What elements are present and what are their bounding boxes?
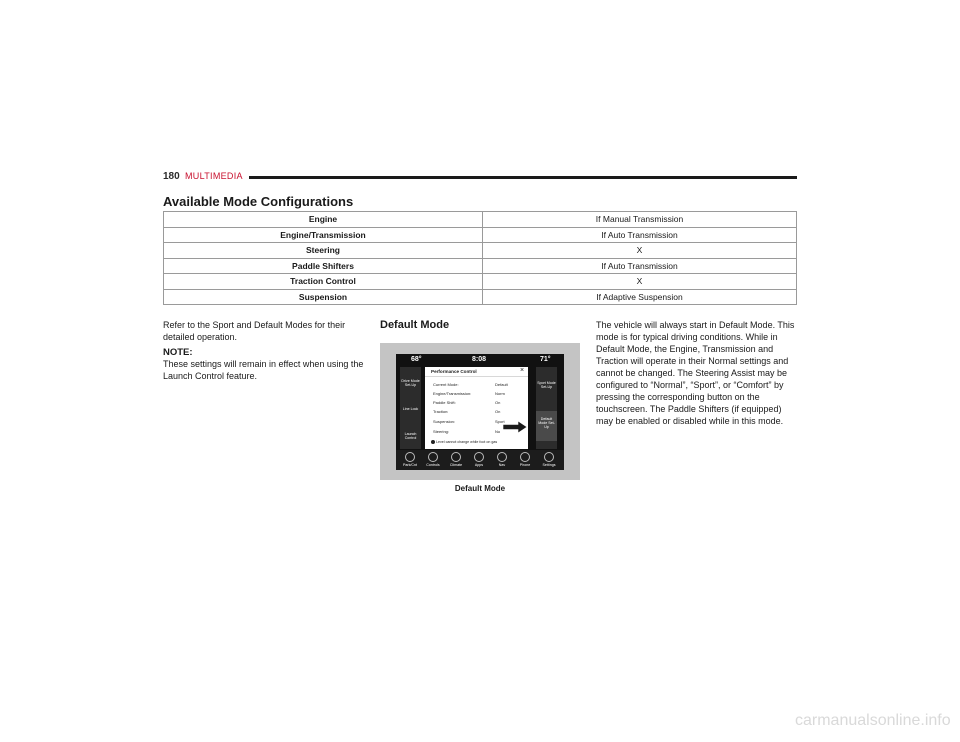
row-value: Default: [495, 382, 508, 387]
touchscreen-image: [396, 354, 564, 470]
mode-configurations-table: [163, 211, 797, 305]
cabin-temp: 71°: [540, 356, 551, 363]
park-control-item: [400, 452, 420, 467]
row-value: No: [495, 429, 501, 434]
nav-item: [492, 452, 512, 467]
default-mode-heading: Default Mode: [380, 319, 450, 331]
controls-icon: [428, 452, 438, 462]
condition-cell: X: [483, 243, 797, 259]
condition-cell: If Adaptive Suspension: [483, 289, 797, 305]
left-button-column: [400, 367, 421, 449]
page-number: 180: [163, 171, 180, 182]
feature-cell: Traction Control: [164, 274, 483, 290]
bottom-item-label: Park/Cnt: [403, 463, 417, 467]
settings-icon: [544, 452, 554, 462]
table-row: [164, 274, 797, 290]
feature-cell: Engine: [164, 212, 483, 228]
line-lock-button: Line Lock: [402, 407, 419, 411]
launch-control-button: Launch Control: [404, 432, 417, 441]
intro-paragraph: Refer to the Sport and Default Modes for their detailed operation.: [163, 320, 346, 342]
bottom-item-label: Nav: [498, 463, 506, 467]
feature-cell: Paddle Shifters: [164, 258, 483, 274]
warning-text: Level cannot change while foot on gas: [436, 440, 498, 444]
row-label: Paddle Shift:: [433, 400, 456, 405]
phone-item: [515, 452, 535, 467]
bottom-item-label: Controls: [426, 463, 440, 467]
default-mode-description: The vehicle will always start in Default Mode. This mode is for typical driving conditions. While in Default Mode, the Engine, Transmission and Traction will operate in their Normal settings and cannot be changed. The Steering Assist may be configured to “Normal”, “Sport”, or “Comfort” by pressing the corresponding button on the touchscreen. The Paddle Shifters (if equipped) may be enabled or disabled while in this mode.: [596, 320, 795, 426]
park-icon: [405, 452, 415, 462]
section-title: Available Mode Configurations: [163, 194, 354, 209]
condition-cell: If Auto Transmission: [483, 258, 797, 274]
feature-cell: Steering: [164, 243, 483, 259]
bottom-nav-bar: [396, 450, 564, 470]
drive-mode-setup-button: Drive Mode Set-Up: [401, 379, 420, 388]
note-label: NOTE:: [163, 347, 193, 358]
climate-item: [446, 452, 466, 467]
feature-cell: Suspension: [164, 289, 483, 305]
feature-cell: Engine/Transmission: [164, 227, 483, 243]
row-label: Engine/Transmission:: [433, 391, 472, 396]
condition-cell: If Auto Transmission: [483, 227, 797, 243]
figure-caption: Default Mode: [454, 484, 506, 493]
row-label: Suspension:: [433, 419, 456, 424]
phone-icon: [520, 452, 530, 462]
nav-icon: [497, 452, 507, 462]
arrow-icon: [503, 421, 527, 433]
panel-divider: [425, 376, 528, 377]
row-value: On: [495, 409, 501, 414]
climate-icon: [451, 452, 461, 462]
outside-temp: 68°: [411, 356, 422, 363]
row-value: On: [495, 400, 501, 405]
bottom-item-label: Phone: [519, 463, 531, 467]
info-icon: [431, 440, 435, 444]
header-rule: [249, 176, 797, 179]
table-row: [164, 227, 797, 243]
bottom-item-label: Apps: [474, 463, 484, 467]
row-value: Sport: [495, 419, 505, 424]
page-header: [163, 171, 797, 185]
table-row: [164, 289, 797, 305]
table-row: [164, 258, 797, 274]
row-label: Traction:: [433, 409, 449, 414]
bottom-item-label: Climate: [449, 463, 463, 467]
table-row: [164, 212, 797, 228]
condition-cell: X: [483, 274, 797, 290]
site-watermark: carmanualsonline.info: [795, 712, 951, 729]
row-label: Current Mode:: [433, 382, 459, 387]
close-icon: ×: [520, 367, 525, 374]
performance-control-panel: [425, 367, 528, 449]
clock: 8:08: [472, 356, 487, 363]
sport-mode-setup-button: Sport Mode Set-Up: [537, 381, 556, 390]
bottom-item-label: Settings: [542, 463, 556, 467]
table-row: [164, 243, 797, 259]
section-label: MULTIMEDIA: [185, 171, 243, 181]
status-bar: [396, 354, 564, 365]
row-label: Steering:: [433, 429, 450, 434]
condition-cell: If Manual Transmission: [483, 212, 797, 228]
warning-line: [431, 440, 497, 444]
apps-icon: [474, 452, 484, 462]
note-text: These settings will remain in effect when using the Launch Control feature.: [163, 359, 364, 381]
row-value: Norm: [495, 391, 505, 396]
panel-title: Performance Control: [431, 369, 477, 374]
settings-item: [539, 452, 559, 467]
controls-item: [423, 452, 443, 467]
apps-item: [469, 452, 489, 467]
right-button-column: [536, 367, 557, 449]
default-mode-setup-button: Default Mode Set-Up: [536, 411, 557, 441]
